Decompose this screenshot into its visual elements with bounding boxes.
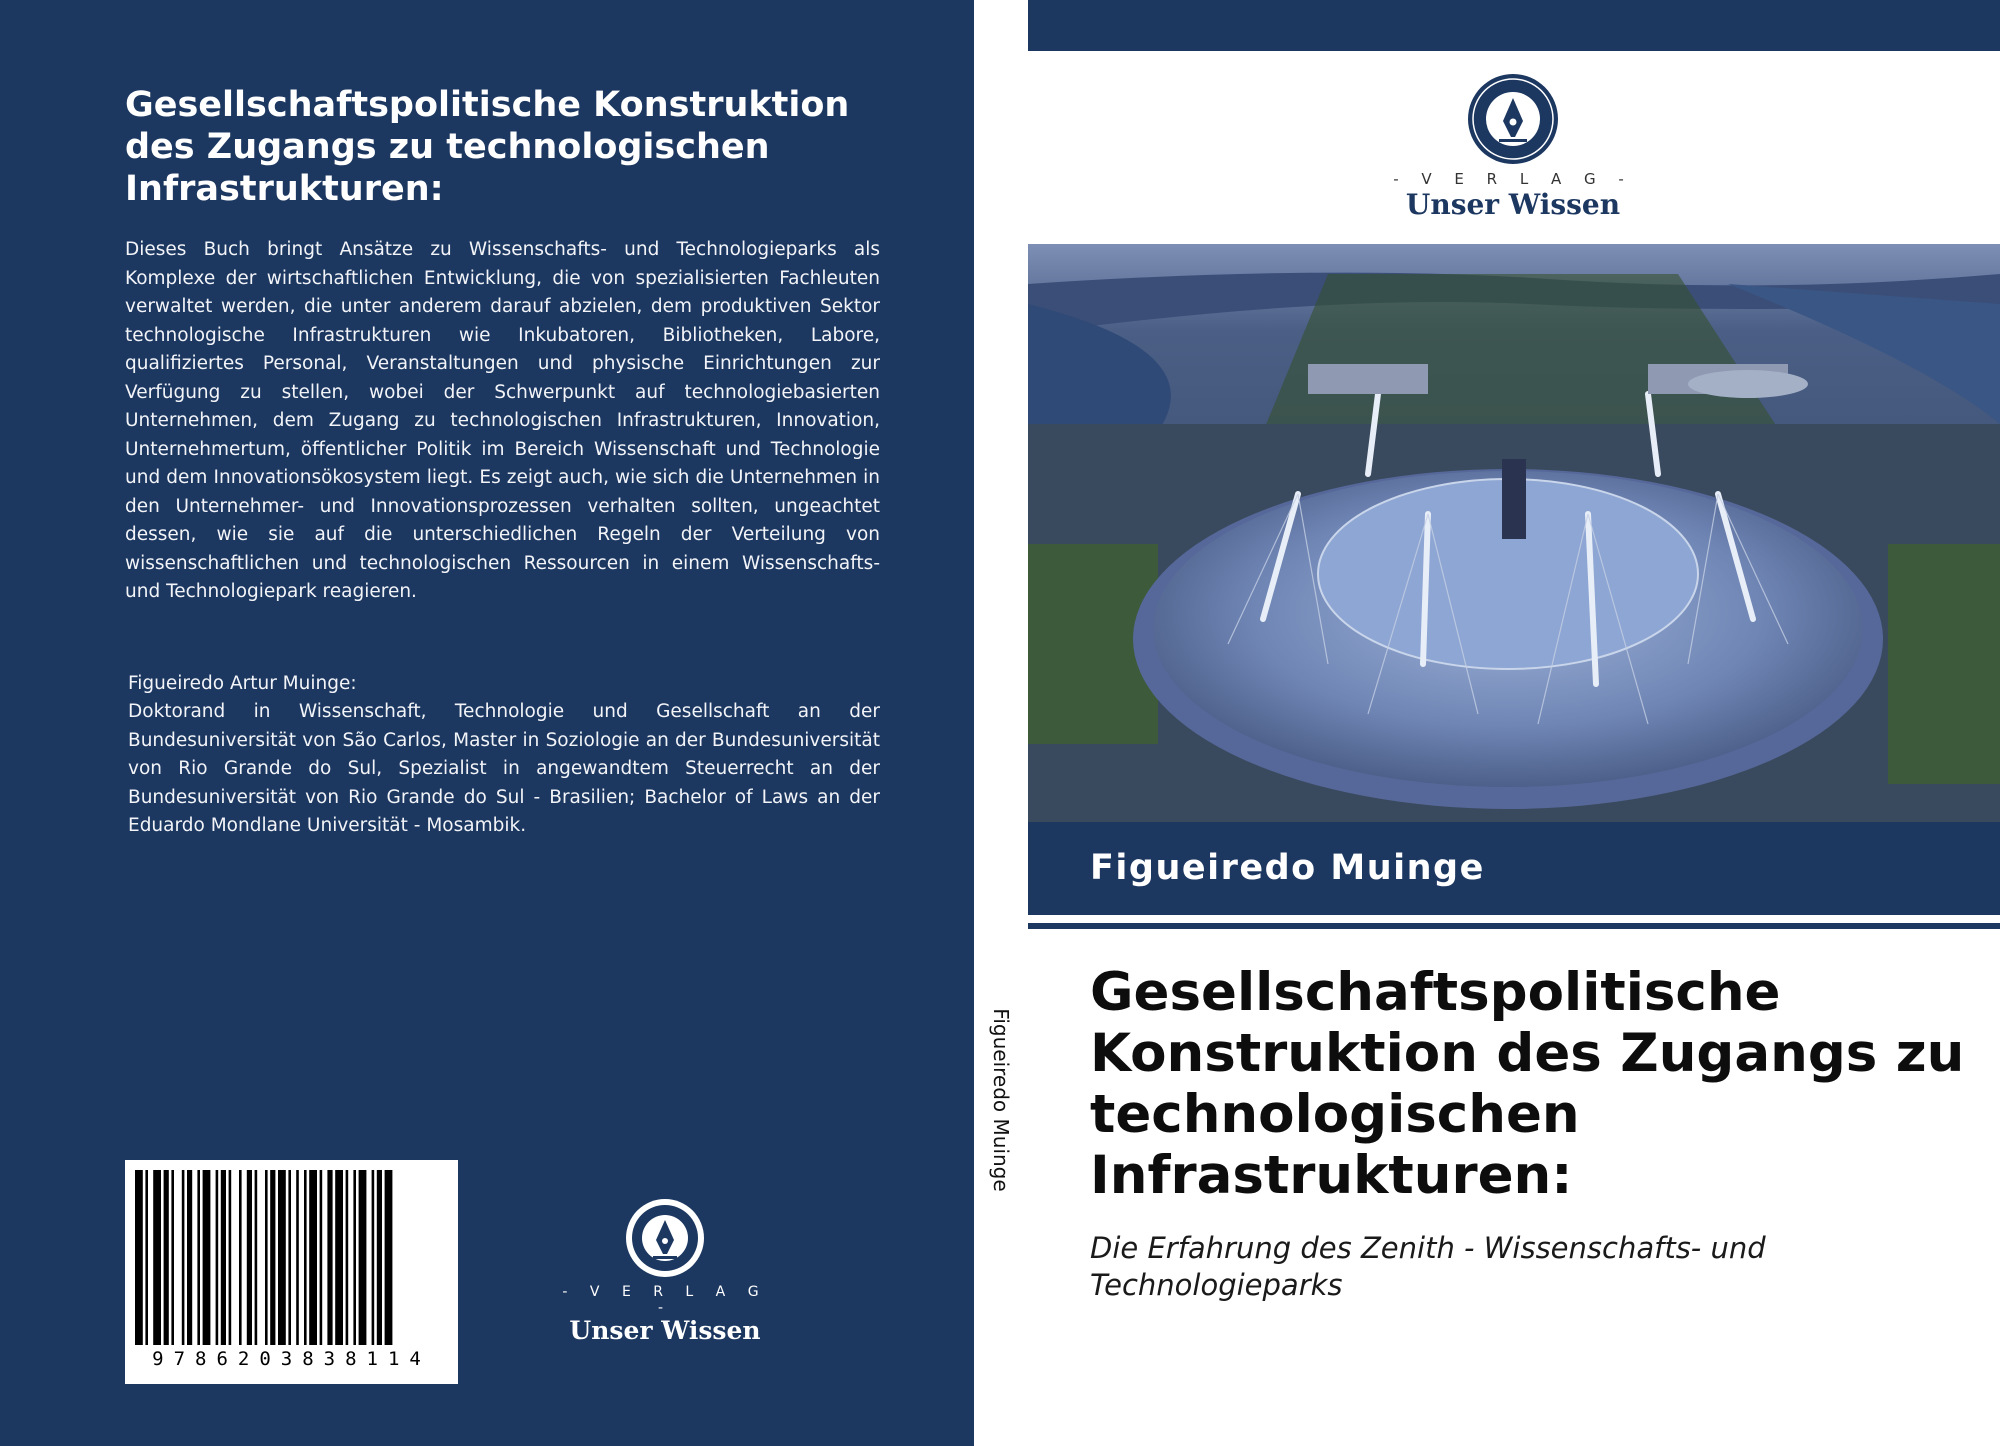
front-divider-rule	[1028, 923, 2000, 929]
pen-nib-seal-icon	[623, 1196, 707, 1280]
back-cover	[0, 0, 974, 1446]
pen-nib-seal-icon	[1466, 72, 1560, 166]
publisher-logo-back	[560, 1196, 770, 1345]
back-cover-blurb: Dieses Buch bringt Ansätze zu Wissenschafts- und Technologieparks als Komplexe der wirtschaftlichen Entwicklung, die von spezialisierten Fachleuten verwaltet werden, die unter anderem darauf abzielen, dem produktiven Sektor technologische Infrastrukturen wie Inkubatoren, Bibliotheken, Labore, qualifiziertes Personal, Veranstaltungen und physische Einrichtungen zur Verfügung zu stellen, wobei der Schwerpunkt auf technologiebasierten Unternehmen, dem Zugang zu technologischen Infrastrukturen, Innovation, Unternehmertum, öffentlicher Politik im Bereich Wissenschaft und Technologie und dem Innovationsökosystem liegt. Es zeigt auch, wie sich die Unternehmen in den Unternehmer- und Innovationsprozessen verhalten sollten, ungeachtet dessen, wie sie auf die unterschiedlichen Regeln der Verteilung von wissenschaftlichen und technologischen Ressourcen in einem Wissenschafts- und Technologiepark reagieren.	[125, 239, 880, 602]
front-cover-title: Gesellschaftspolitische Konstruktion des Zugangs zu technologischen Infrastrukturen:	[1090, 962, 1965, 1206]
isbn-barcode	[125, 1160, 458, 1384]
front-cover	[1028, 0, 2000, 1446]
barcode-bars-icon	[135, 1170, 448, 1348]
publisher-name: Unser Wissen	[1405, 188, 1621, 221]
isbn-digits: 9786203838114	[152, 1348, 431, 1370]
publisher-name: Unser Wissen	[569, 1316, 761, 1345]
author-bio-heading: Figueiredo Artur Muinge:	[128, 673, 357, 694]
author-bio-text: Doktorand in Wissenschaft, Technologie und Gesellschaft an der Bundesuniversität von São Carlos, Master in Soziologie an der Bundesuniversität von Rio Grande do Sul, Spezialist in angewandtem Steuerrecht an der Bundesuniversität von Rio Grande do Sul - Brasilien; Bachelor of Laws an der Eduardo Mondlane Universität - Mosambik.	[128, 701, 880, 836]
spine-author: Figueiredo Muinge	[989, 1008, 1013, 1192]
publisher-logo-front	[1388, 72, 1638, 221]
publisher-verlag-label: - V E R L A G -	[1393, 170, 1633, 188]
spine	[974, 0, 1028, 1446]
publisher-verlag-label: - V E R L A G -	[562, 1284, 768, 1316]
front-cover-subtitle: Die Erfahrung des Zenith - Wissenschafts- und Technologieparks	[1090, 1231, 1766, 1302]
back-cover-title: Gesellschaftspolitische Konstruktion des Zugangs zu technologischen Infrastrukturen:	[125, 85, 850, 209]
stadium-aerial-photo	[1028, 244, 2000, 822]
front-top-band	[1028, 0, 2000, 51]
front-author-name: Figueiredo Muinge	[1090, 848, 1485, 888]
